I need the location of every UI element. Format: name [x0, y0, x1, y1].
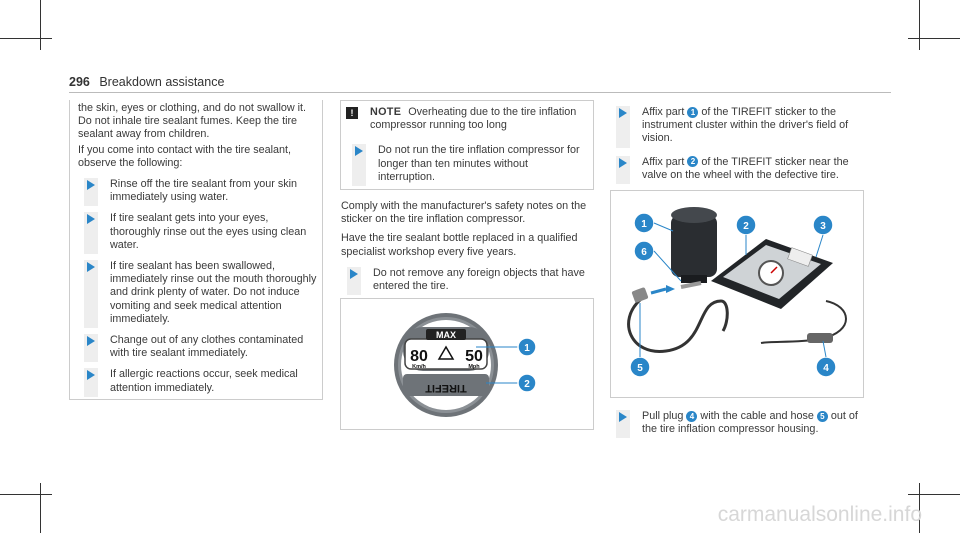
arrow-icon — [87, 262, 95, 272]
crop-mark — [919, 0, 920, 50]
arrow-icon — [87, 214, 95, 224]
step-text: of the TIREFIT sticker to the instrument cluster within the driver's field of vision. — [642, 106, 849, 145]
tirefit-sticker-figure — [340, 298, 594, 430]
step-item — [84, 260, 318, 326]
step-text: out of the tire inflation compressor housing. — [642, 410, 858, 436]
step-text: with the cable and hose — [700, 410, 814, 422]
callout-5 — [630, 357, 650, 377]
step-item — [347, 267, 591, 293]
part-number-badge: 2 — [687, 156, 698, 167]
part-number-badge: 1 — [687, 107, 698, 118]
max-label: MAX — [436, 330, 456, 340]
section-title: Breakdown assistance — [99, 75, 225, 89]
note-text: Overheating due to the tire inflation compressor running too long — [370, 106, 577, 132]
svg-text:1: 1 — [641, 219, 647, 230]
step-item — [616, 410, 860, 436]
step-item — [84, 334, 318, 360]
crop-mark — [908, 494, 960, 495]
tirefit-sticker-illustration — [341, 299, 593, 429]
arrow-icon — [619, 412, 627, 422]
svg-text:2: 2 — [743, 221, 749, 232]
tirefit-kit-illustration — [611, 191, 863, 397]
tirefit-kit-figure — [610, 190, 864, 398]
paragraph: Have the tire sealant bottle replaced in a qualified specialist workshop every five years. — [341, 232, 578, 258]
step-text: If tire sealant gets into your eyes, thoroughly rinse out the eyes using clean water. — [110, 212, 307, 251]
svg-text:3: 3 — [820, 221, 826, 232]
step-text: If tire sealant has been swallowed, immediately rinse out the mouth thoroughly and drink plenty of water. Do not induce vomiting and seek medical attention immediately. — [110, 260, 317, 325]
right-column-bottom — [610, 402, 860, 444]
crop-mark — [908, 38, 960, 39]
step-item — [616, 156, 860, 182]
crop-mark — [0, 494, 52, 495]
arrow-icon — [87, 336, 95, 346]
unit-mph: Mph — [468, 364, 480, 370]
callout-4 — [816, 357, 836, 377]
callout-label: 1 — [524, 343, 530, 354]
speed-kmh: 80 — [410, 348, 428, 365]
step-text: Rinse off the tire sealant from your skin immediately using water. — [110, 178, 298, 204]
unit-kmh: Km/h — [412, 364, 426, 370]
step-item — [84, 212, 318, 252]
step-text: Do not run the tire inflation compressor for longer than ten minutes without interruption. — [378, 144, 580, 183]
note-header — [346, 106, 588, 132]
step-item — [84, 178, 318, 204]
arrow-icon — [619, 158, 627, 168]
header-divider — [69, 92, 891, 93]
arrow-icon — [619, 108, 627, 118]
crop-mark — [40, 483, 41, 533]
tirefit-brand: TIREFIT — [425, 382, 467, 394]
right-column — [610, 98, 860, 190]
step-text: Pull plug — [642, 410, 684, 422]
step-text: Affix part — [642, 155, 685, 168]
note-content — [346, 106, 588, 192]
crop-mark — [0, 38, 52, 39]
arrow-icon — [87, 370, 95, 380]
step-text: Affix part — [642, 106, 685, 118]
left-column — [78, 102, 318, 403]
paragraph: Comply with the manufacturer's safety notes on the sticker on the tire inflation compressor. — [341, 200, 587, 226]
note-label: NOTE — [370, 106, 402, 118]
svg-text:6: 6 — [641, 247, 647, 258]
arrow-icon — [350, 269, 358, 279]
contact-text: If you come into contact with the tire sealant, observe the following: — [78, 143, 292, 169]
page-number: 296 — [69, 75, 90, 89]
step-text: Change out of any clothes contaminated with tire sealant immediately. — [110, 334, 304, 360]
callout-2 — [736, 215, 756, 235]
arrow-icon — [355, 146, 363, 156]
step-item — [84, 368, 318, 394]
step-text: If allergic reactions occur, seek medical attention immediately. — [110, 368, 298, 394]
callout-1 — [634, 213, 654, 233]
intro-text: the skin, eyes or clothing, and do not swallow it. Do not inhale tire sealant fumes. Keep the tire sealant away from children. — [78, 102, 307, 141]
middle-column — [341, 200, 591, 301]
callout-6 — [634, 241, 654, 261]
warning-icon: ! — [346, 107, 358, 119]
step-text: of the TIREFIT sticker near the valve on the wheel with the defective tire. — [642, 155, 849, 181]
callout-3 — [813, 215, 833, 235]
svg-text:5: 5 — [637, 363, 643, 374]
crop-mark — [40, 0, 41, 50]
step-item — [352, 144, 588, 184]
watermark: carmanualsonline.info — [717, 503, 922, 526]
svg-text:4: 4 — [823, 363, 829, 374]
step-item — [616, 106, 860, 146]
speed-mph: 50 — [465, 348, 483, 365]
arrow-icon — [87, 180, 95, 190]
part-number-badge: 4 — [686, 411, 697, 422]
callout-label: 2 — [524, 379, 530, 390]
step-text: Do not remove any foreign objects that have entered the tire. — [373, 266, 585, 293]
page-header — [69, 75, 224, 89]
part-number-badge: 5 — [817, 411, 828, 422]
